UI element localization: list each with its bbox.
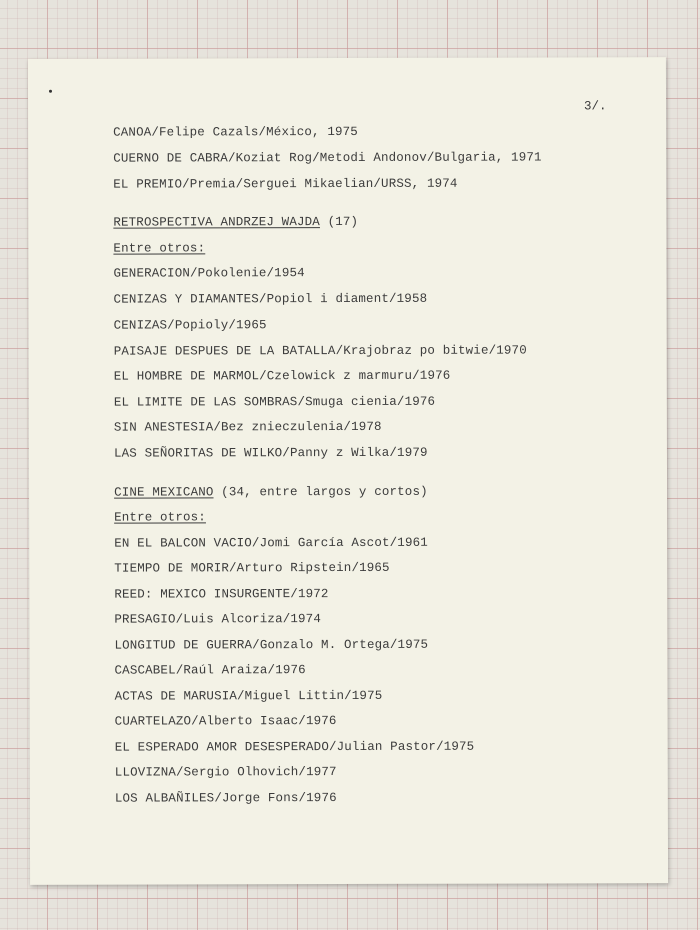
section-count-wajda: (17) [319, 214, 359, 230]
film-entry-actas-de-marusia: ACTAS DE MARUSIA/Miguel Littin/1975 [114, 688, 383, 704]
film-entry-los-albaniles: LOS ALBAÑILES/Jorge Fons/1976 [114, 791, 337, 806]
section-title-wajda: RETROSPECTIVA ANDRZEJ WAJDA [113, 215, 320, 230]
ink-speck [49, 90, 52, 93]
section-heading-cine-mexicano [114, 485, 428, 500]
typewritten-page [28, 57, 668, 885]
film-entry-paisaje: PAISAJE DESPUES DE LA BATALLA/Krajobraz po bitwie/1970 [113, 343, 527, 359]
film-entry-senoritas-wilko: LAS SEÑORITAS DE WILKO/Panny z Wilka/1979 [113, 445, 428, 461]
subheading-entre-otros: Entre otros: [114, 510, 206, 525]
film-entry-cuerno-de-cabra: CUERNO DE CABRA/Koziat Rog/Metodi Andonov/Bulgaria, 1971 [113, 150, 542, 166]
film-entry-canoa: CANOA/Felipe Cazals/México, 1975 [113, 124, 358, 140]
film-entry-tiempo-de-morir: TIEMPO DE MORIR/Arturo Ripstein/1965 [114, 560, 390, 576]
film-entry-el-premio: EL PREMIO/Premia/Serguei Mikaelian/URSS, 1974 [113, 176, 458, 192]
section-count-cine-mexicano: (34, entre largos y cortos) [213, 484, 428, 500]
film-entry-balcon-vacio: EN EL BALCON VACIO/Jomi García Ascot/1961 [114, 535, 428, 551]
film-entry-cenizas-y-diamantes: CENIZAS Y DIAMANTES/Popiol i diament/1958 [113, 291, 428, 307]
section-heading-wajda [113, 215, 358, 230]
section-title-cine-mexicano: CINE MEXICANO [114, 485, 214, 500]
film-entry-generacion: GENERACION/Pokolenie/1954 [113, 266, 305, 281]
subheading-entre-otros: Entre otros: [113, 241, 206, 256]
film-entry-cascabel: CASCABEL/Raúl Araiza/1976 [114, 663, 306, 678]
film-entry-cenizas: CENIZAS/Popioly/1965 [113, 318, 267, 333]
film-entry-sin-anestesia: SIN ANESTESIA/Bez znieczulenia/1978 [113, 419, 382, 435]
film-entry-presagio: PRESAGIO/Luis Alcoriza/1974 [114, 612, 321, 627]
page-number: 3/. [584, 99, 607, 114]
film-entry-limite-sombras: EL LIMITE DE LAS SOMBRAS/Smuga cienia/1976 [113, 394, 436, 410]
film-entry-hombre-de-marmol: EL HOMBRE DE MARMOL/Czelowick z marmuru/1976 [113, 368, 451, 384]
film-entry-esperado-amor: EL ESPERADO AMOR DESESPERADO/Julian Pastor/1975 [114, 739, 475, 755]
film-entry-reed: REED: MEXICO INSURGENTE/1972 [114, 587, 329, 602]
film-entry-llovizna: LLOVIZNA/Sergio Olhovich/1977 [114, 765, 337, 780]
film-entry-longitud-de-guerra: LONGITUD DE GUERRA/Gonzalo M. Ortega/1975 [114, 637, 429, 653]
film-entry-cuartelazo: CUARTELAZO/Alberto Isaac/1976 [114, 714, 337, 729]
